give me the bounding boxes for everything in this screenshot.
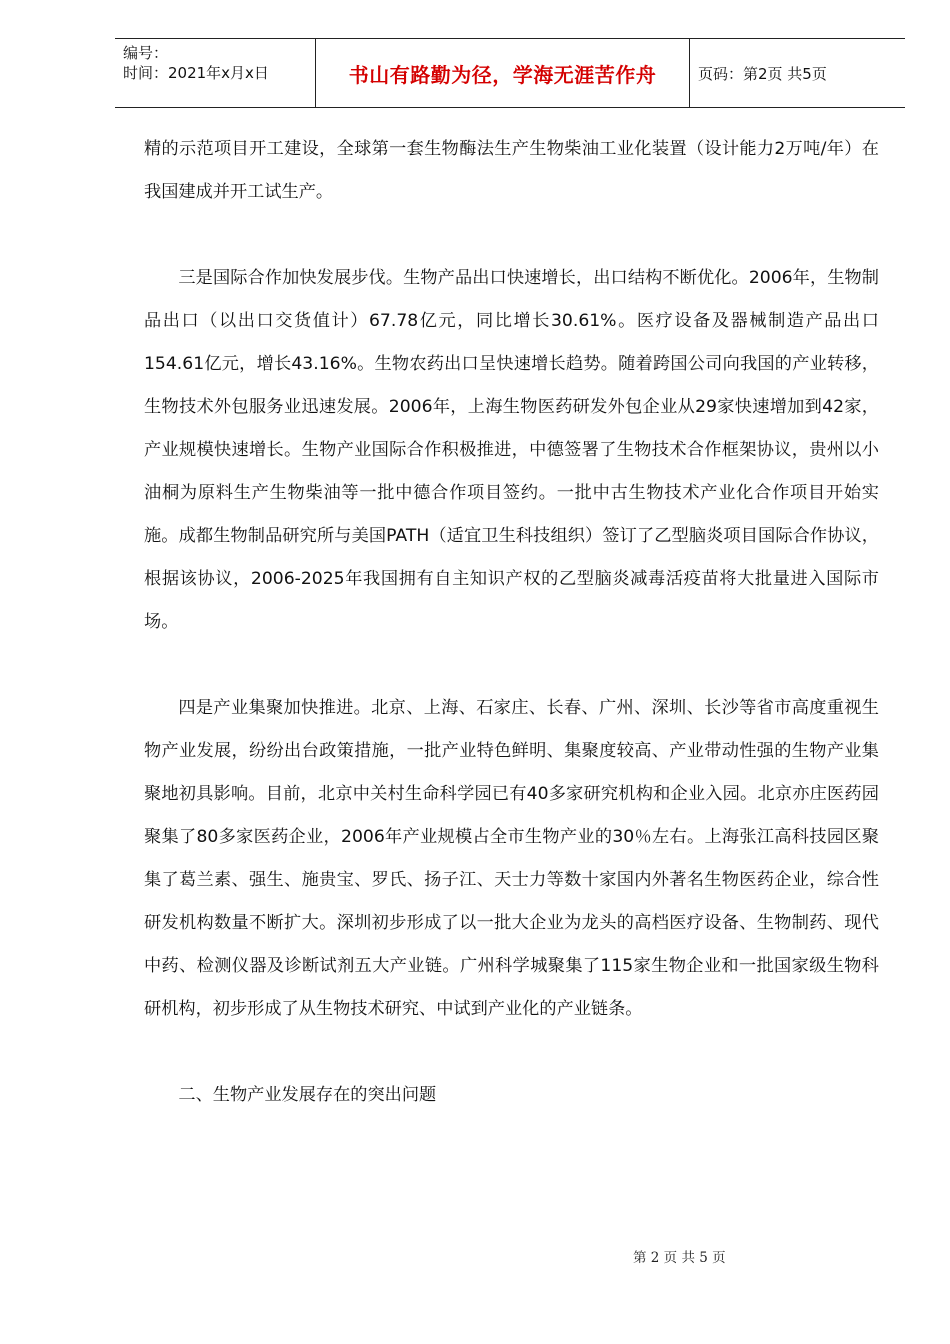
document-time-label: 时间：2021年x月x日 [123,64,269,82]
paragraph-industry-clustering: 四是产业集聚加快推进。北京、上海、石家庄、长春、广州、深圳、长沙等省市高度重视生物产业发展，纷纷出台政策措施，一批产业特色鲜明、集聚度较高、产业带动性强的生物产业集聚地初具影响。目前，北京中关村生命科学园已有40多家研究机构和企业入园。北京亦庄医药园聚集了80多家医药企业，2006年产业规模占全市生物产业的30％左右。上海张江高科技园区聚集了葛兰素、强生、施贵宝、罗氏、扬子江、天士力等数十家国内外著名生物医药企业，综合性研发机构数量不断扩大。深圳初步形成了以一批大企业为龙头的高档医疗设备、生物制药、现代中药、检测仪器及诊断试剂五大产业链。广州科学城聚集了115家生物企业和一批国家级生物科研机构，初步形成了从生物技术研究、中试到产业化的产业链条。 [144,698,879,1019]
page-footer: 第 2 页 共 5 页 [633,1250,726,1266]
document-number-label: 编号： [123,44,169,62]
page-header [115,38,905,108]
paragraph-continuation: 精的示范项目开工建设，全球第一套生物酶法生产生物柴油工业化装置（设计能力2万吨/年）在我国建成并开工试生产。 [144,139,879,202]
header-page-number: 页码：第2页 共5页 [698,64,827,83]
document-body [144,128,879,1117]
paragraph-international-cooperation: 三是国际合作加快发展步伐。生物产品出口快速增长，出口结构不断优化。2006年，生物制品出口（以出口交货值计）67.78亿元，同比增长30.61%。医疗设备及器械制造产品出口154.61亿元，增长43.16%。生物农药出口呈快速增长趋势。随着跨国公司向我国的产业转移，生物技术外包服务业迅速发展。2006年，上海生物医药研发外包企业从29家快速增加到42家，产业规模快速增长。生物产业国际合作积极推进，中德签署了生物技术合作框架协议，贵州以小油桐为原料生产生物柴油等一批中德合作项目签约。一批中古生物技术产业化合作项目开始实施。成都生物制品研究所与美国PATH（适宜卫生科技组织）签订了乙型脑炎项目国际合作协议，根据该协议，2006-2025年我国拥有自主知识产权的乙型脑炎减毒活疫苗将大批量进入国际市场。 [144,268,879,632]
section-heading: 二、生物产业发展存在的突出问题 [178,1085,437,1105]
header-meta [115,39,316,107]
header-motto: 书山有路勤为径，学海无涯苦作舟 [316,39,690,107]
